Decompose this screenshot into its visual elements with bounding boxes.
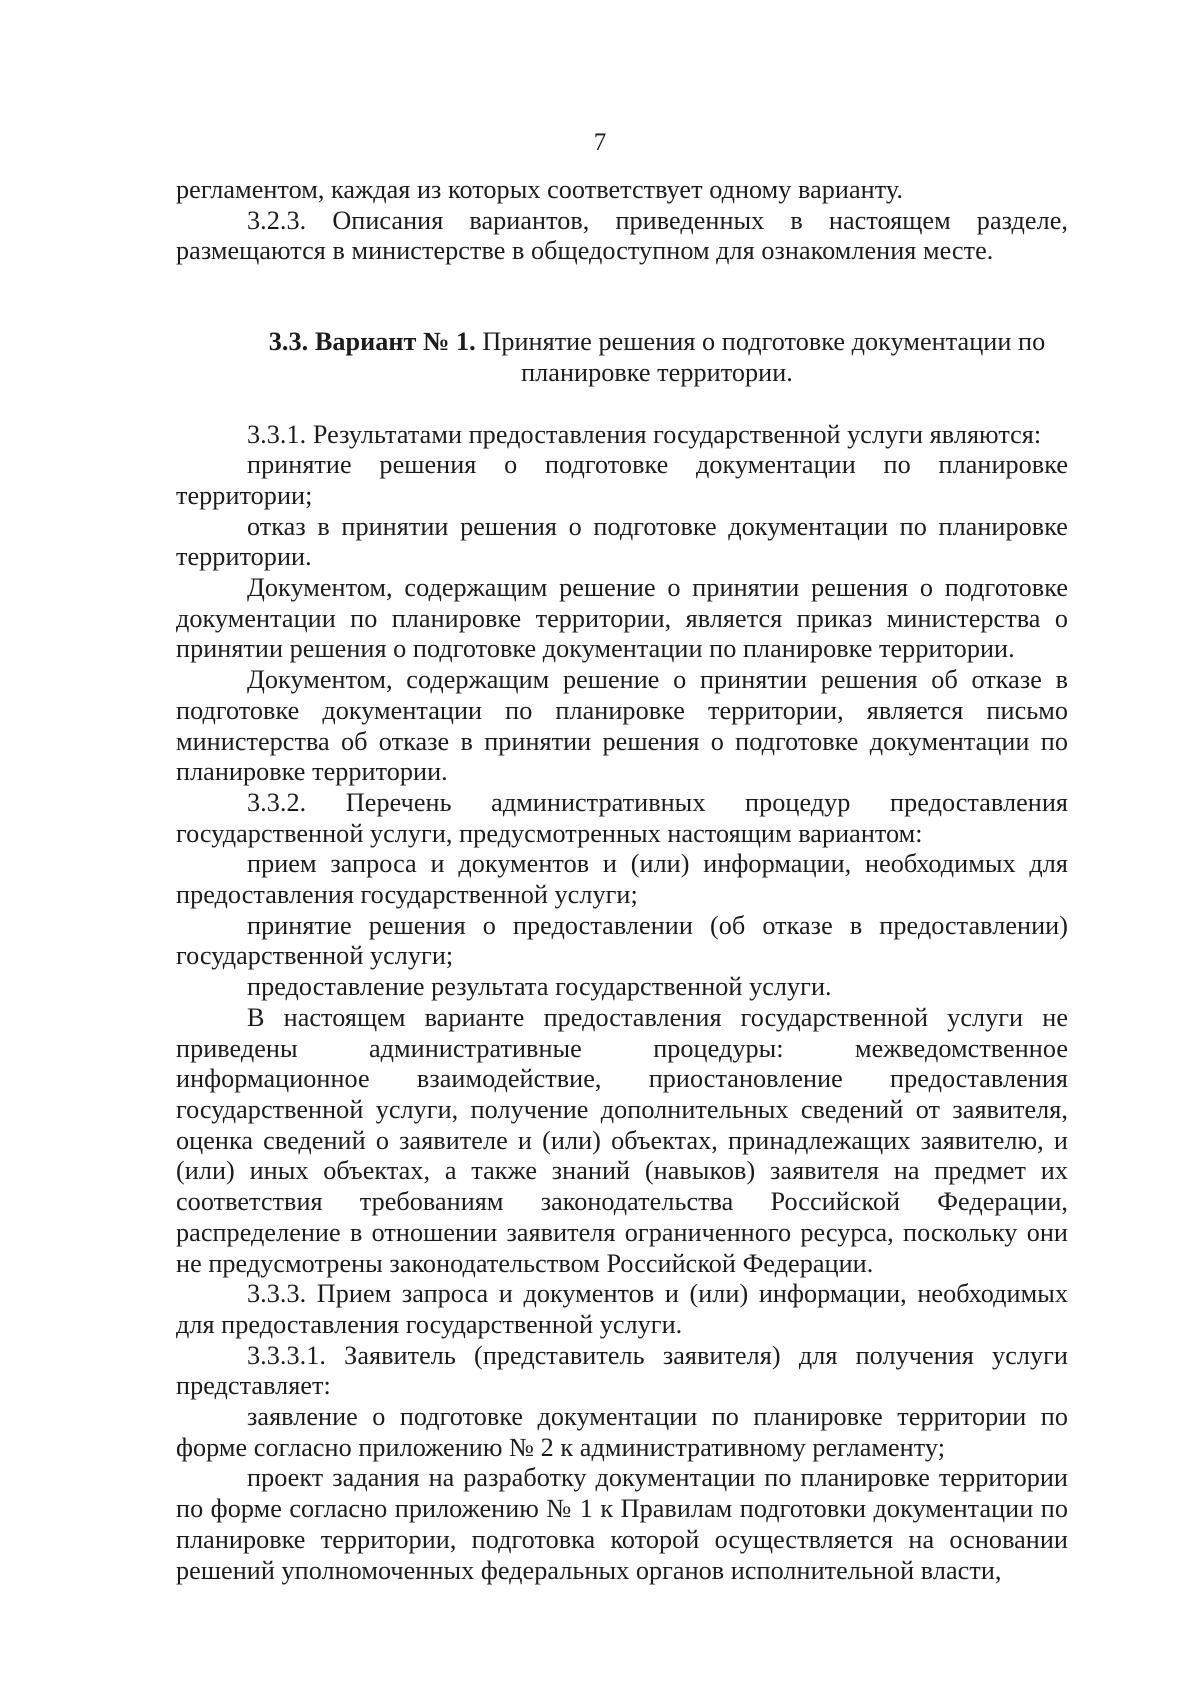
document-body [176, 175, 1068, 1586]
paragraph: 3.3.3.1. Заявитель (представитель заявителя) для получения услуги представляет: [176, 1340, 1068, 1401]
section-heading-title: Принятие решения о подготовке документации по планировке территории. [475, 327, 1046, 387]
paragraph: 3.3.1. Результатами предоставления государственной услуги являются: [247, 419, 1042, 449]
section-heading-number: 3.3. Вариант № 1. [268, 327, 476, 357]
paragraph: отказ в принятии решения о подготовке документации по планировке территории. [176, 511, 1068, 572]
paragraph: прием запроса и документов и (или) информации, необходимых для предоставления государственной услуги; [176, 849, 1068, 910]
paragraph: проект задания на разработку документации по планировке территории по форме согласно приложению № 1 к Правилам подготовки документации по планировке территории, подготовка которой осуществляется на основании решений уполномоченных федеральных органов исполнительной власти, [176, 1463, 1068, 1585]
paragraph: регламентом, каждая из которых соответствует одному варианту. [176, 175, 903, 204]
paragraph: Документом, содержащим решение о принятии решения о подготовке документации по планировке территории, является приказ министерства о принятии решения о подготовке документации по планировке территории. [176, 573, 1068, 664]
paragraph: принятие решения о подготовке документации по планировке территории; [176, 450, 1068, 510]
paragraph: заявление о подготовке документации по планировке территории по форме согласно приложению № 2 к административному регламенту; [176, 1402, 1068, 1462]
section-heading [176, 327, 1068, 388]
paragraph: В настоящем варианте предоставления государственной услуги не приведены административные процедуры: межведомственное информационное взаимодействие, приостановление предоставления государственной услуги, получение дополнительных сведений от заявителя, оценка сведений о заявителе и (или) объектах, принадлежащих заявителю, и (или) иных объектах, а также знаний (навыков) заявителя на предмет их соответствия требованиям законодательства Российской Федерации, распределение в отношении заявителя ограниченного ресурса, поскольку они не предусмотрены законодательством Российской Федерации. [176, 1002, 1068, 1278]
paragraph: принятие решения о предоставлении (об отказе в предоставлении) государственной услуги; [176, 910, 1068, 971]
paragraph: Документом, содержащим решение о принятии решения об отказе в подготовке документации по планировке территории, является письмо министерства об отказе в принятии решения о подготовке документации по планировке территории. [176, 665, 1068, 787]
paragraph: 3.3.2. Перечень административных процедур предоставления государственной услуги, предусмотренных настоящим вариантом: [176, 787, 1068, 848]
page-number: 7 [593, 129, 607, 156]
paragraph: 3.2.3. Описания вариантов, приведенных в настоящем разделе, размещаются в министерстве в общедоступном для ознакомления месте. [176, 205, 1068, 266]
paragraph: 3.3.3. Прием запроса и документов и (или) информации, необходимых для предоставления государственной услуги. [176, 1279, 1068, 1339]
paragraph: предоставление результата государственной услуги. [247, 972, 832, 1002]
